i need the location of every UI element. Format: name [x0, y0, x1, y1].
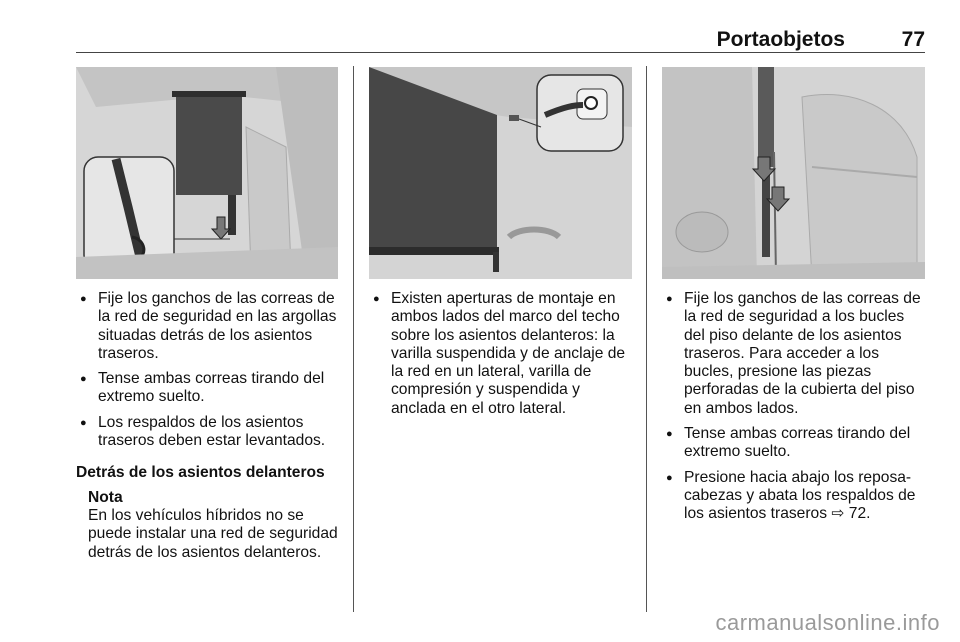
column-1	[76, 290, 342, 562]
rear-seat-figure	[662, 67, 925, 279]
list-item: ● Tense ambas correas tirando del extremo suelto.	[662, 425, 928, 462]
column-divider	[353, 66, 354, 612]
list-item: ● Los respaldos de los asientos traseros deben estar levantados.	[76, 414, 342, 451]
cargo-net-strap-hook-illustration	[76, 67, 338, 279]
section-subheading: Detrás de los asientos delanteros	[76, 464, 325, 482]
page-reference[interactable]: 72.	[848, 505, 871, 523]
list-item	[662, 469, 928, 524]
column-3	[662, 290, 928, 531]
note-title: Nota	[88, 488, 123, 506]
page-title: Portaobjetos	[716, 28, 845, 51]
instruction-list	[76, 290, 342, 450]
list-item-text: Presione hacia abajo los reposa-cabezas y abata los respaldos de los asientos traseros	[684, 468, 916, 523]
list-item: ● Existen aperturas de montaje en ambos lados del marco del techo sobre los asientos delanteros: la varilla suspendida y de anclaje de la red en un lateral, varilla de compresión y suspendida y anclada en el otro lateral.	[369, 290, 635, 418]
page-reference-arrow-icon[interactable]: ⇨	[831, 505, 845, 523]
page-number: 77	[901, 28, 925, 51]
list-item: ● Fije los ganchos de las correas de la red de seguridad a los bucles del piso delante de los asientos traseros. Para acceder a los bucles, presione las piezas perforadas de la cubierta del piso en ambos lados.	[662, 290, 928, 418]
instruction-list	[369, 290, 635, 418]
column-divider	[646, 66, 647, 612]
roof-frame-figure	[369, 67, 632, 279]
note-box	[76, 489, 342, 562]
rear-seat-floor-loop-illustration	[662, 67, 925, 279]
list-item: ● Fije los ganchos de las correas de la red de seguridad en las argollas situadas detrás de los asientos traseros.	[76, 290, 342, 363]
cargo-net-figure	[76, 67, 338, 279]
list-item: ● Tense ambas correas tirando del extremo suelto.	[76, 370, 342, 407]
page-header	[76, 26, 925, 53]
instruction-list	[662, 290, 928, 524]
roof-frame-mounting-hole-illustration	[369, 67, 632, 279]
column-2	[369, 290, 635, 425]
watermark: carmanualsonline.info	[715, 610, 940, 635]
note-text: En los vehículos híbridos no se puede instalar una red de seguridad detrás de los asientos delanteros.	[88, 506, 338, 561]
